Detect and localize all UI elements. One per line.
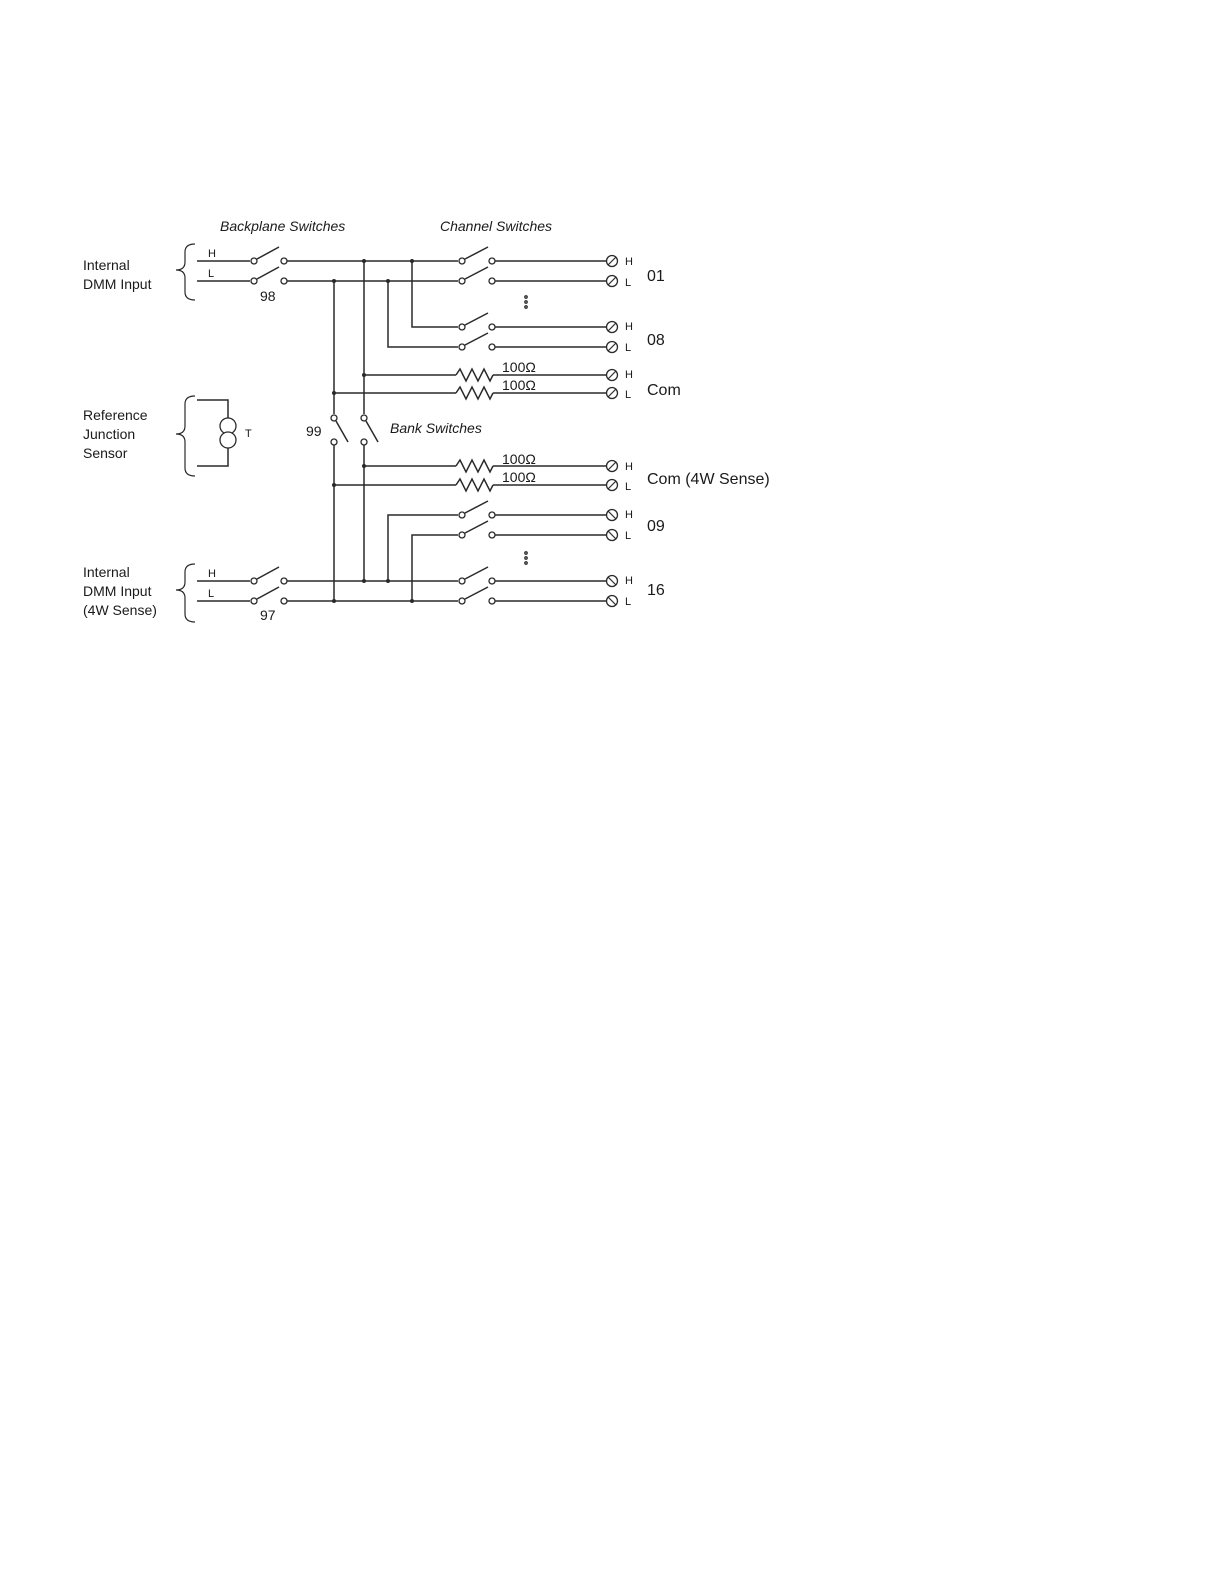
bank-switch-99 — [331, 415, 378, 445]
svg-text:L: L — [625, 481, 632, 493]
com-4w-label: Com (4W Sense) — [647, 471, 770, 488]
svg-text:Reference: Reference — [83, 407, 148, 423]
switch-99-number: 99 — [306, 423, 322, 439]
reference-junction-sensor-label — [83, 407, 148, 461]
internal-dmm-input-label — [83, 257, 152, 292]
terminal-09 — [607, 509, 634, 542]
channel-09-label: 09 — [647, 518, 665, 535]
pin-h-4w: H — [208, 568, 216, 580]
brace-ref — [176, 396, 195, 476]
com-4w-resistors — [334, 460, 606, 491]
junction-dots-mid — [332, 464, 366, 487]
resistor-1-value: 100Ω — [502, 359, 536, 375]
terminal-com — [607, 369, 634, 401]
brace-dmm — [176, 244, 195, 300]
vertical-buses — [334, 261, 364, 601]
svg-text:H: H — [625, 321, 633, 333]
svg-text:H: H — [625, 509, 633, 521]
pin-l: L — [208, 268, 215, 280]
resistor-2-value: 100Ω — [502, 377, 536, 393]
channel-switch-01 — [459, 247, 606, 284]
svg-text:(4W Sense): (4W Sense) — [83, 602, 157, 618]
com-label: Com — [647, 382, 681, 399]
ellipsis-top — [525, 296, 527, 308]
channel-01-label: 01 — [647, 268, 665, 285]
branch-09-h — [388, 515, 458, 581]
terminal-08 — [607, 321, 634, 354]
bank-switches-heading: Bank Switches — [390, 420, 482, 436]
backplane-switches-heading: Backplane Switches — [220, 218, 346, 234]
switch-98-number: 98 — [260, 288, 276, 304]
ellipsis-bottom — [525, 552, 527, 564]
svg-text:H: H — [625, 461, 633, 473]
svg-text:L: L — [625, 530, 632, 542]
branch-08-l — [388, 281, 458, 347]
svg-text:Sensor: Sensor — [83, 445, 128, 461]
terminal-16 — [607, 575, 634, 608]
sensor-t-label: T — [245, 428, 252, 440]
channel-08-label: 08 — [647, 332, 665, 349]
resistor-4-value: 100Ω — [502, 469, 536, 485]
resistor-3-value: 100Ω — [502, 451, 536, 467]
com-resistors — [334, 369, 606, 399]
svg-text:Internal: Internal — [83, 257, 130, 273]
terminal-01 — [607, 256, 634, 290]
pin-l-4w: L — [208, 588, 215, 600]
channel-16-label: 16 — [647, 582, 665, 599]
junction-dots-bottom — [332, 579, 414, 603]
svg-text:L: L — [625, 596, 632, 608]
pin-h: H — [208, 248, 216, 260]
branch-08-h — [412, 261, 458, 327]
svg-text:DMM Input: DMM Input — [83, 583, 152, 599]
switch-97-number: 97 — [260, 607, 276, 623]
svg-text:L: L — [625, 389, 632, 401]
svg-text:H: H — [625, 369, 633, 381]
svg-text:H: H — [625, 575, 633, 587]
channel-switches-heading: Channel Switches — [440, 218, 553, 234]
channel-switch-16 — [459, 567, 606, 604]
brace-dmm-4w — [176, 564, 195, 622]
thermistor-symbol — [197, 400, 236, 466]
terminal-com-4w — [607, 461, 634, 494]
svg-text:DMM Input: DMM Input — [83, 276, 152, 292]
svg-text:L: L — [625, 342, 632, 354]
branch-09-l — [412, 535, 458, 601]
svg-text:Internal: Internal — [83, 564, 130, 580]
channel-switch-09 — [459, 501, 606, 538]
internal-dmm-input-4w-label — [83, 564, 157, 618]
channel-switch-08 — [459, 313, 606, 350]
svg-text:H: H — [625, 256, 633, 268]
svg-text:Junction: Junction — [83, 426, 136, 442]
svg-text:L: L — [625, 277, 632, 289]
